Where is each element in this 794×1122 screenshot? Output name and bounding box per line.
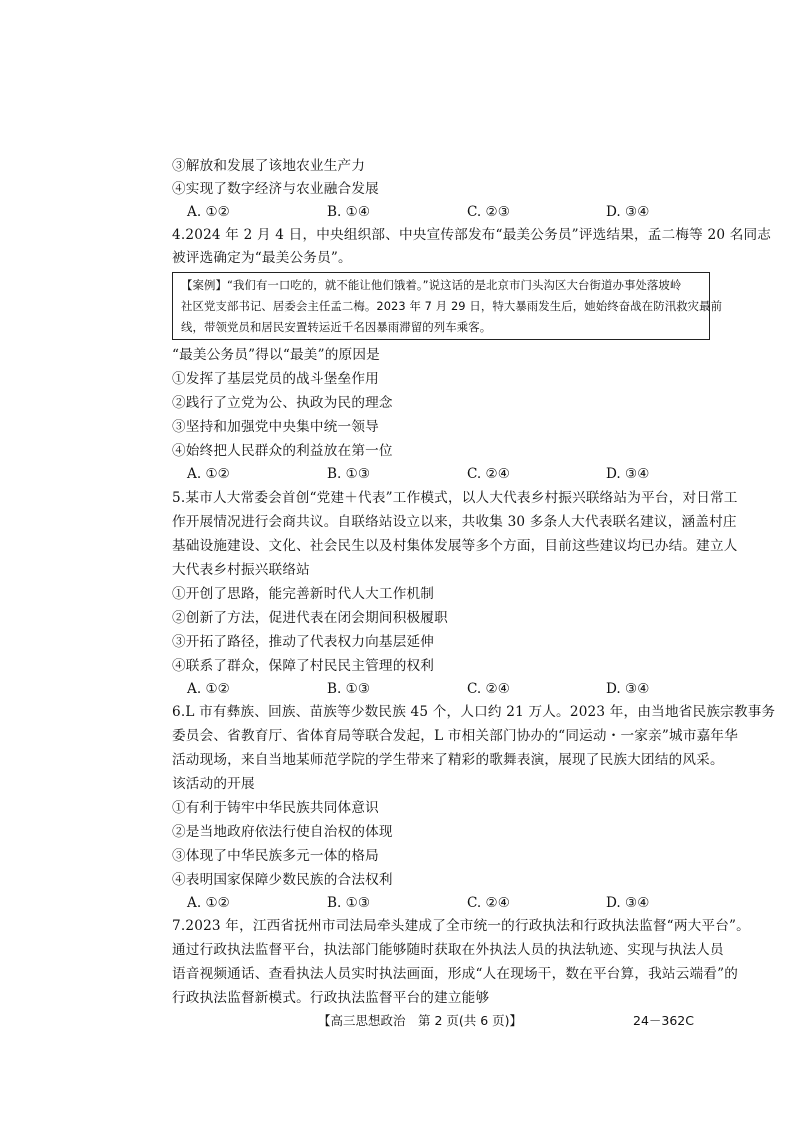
option-d: D. ③④ xyxy=(606,466,650,482)
case-line-2: 社区党支部书记、居委会主任孟二梅。2023 年 7 月 29 日，特大暴雨发生后，她始终奋战在防汛救灾最前 xyxy=(181,299,723,313)
q5-item-3: ③开拓了路径，推动了代表权力向基层延伸 xyxy=(172,634,435,650)
q6-stem-line-3: 活动现场，来自当地某师范学院的学生带来了精彩的歌舞表演，展现了民族大团结的风采。 xyxy=(172,752,724,768)
q7-stem-line-1: 7.2023 年，江西省抚州市司法局牵头建成了全市统一的行政执法和行政执法监督“两大平台”。 xyxy=(172,918,750,934)
q7-stem-line-2: 通过行政执法监督平台，执法部门能够随时获取在外执法人员的执法轨迹、实现与执法人员 xyxy=(172,942,724,958)
q6-stem-line-1: 6.L 市有彝族、回族、苗族等少数民族 45 个，人口约 21 万人。2023 年，由当地省民族宗教事务 xyxy=(172,704,776,720)
option-b: B. ①③ xyxy=(327,895,371,911)
q5-stem-line-3: 基础设施建设、文化、社会民生以及村集体发展等多个方面，目前这些建议均已办结。建立人 xyxy=(172,538,738,554)
option-d: D. ③④ xyxy=(606,895,650,911)
q5-item-2: ②创新了方法，促进代表在闭会期间积极履职 xyxy=(172,610,448,626)
option-a: A. ①② xyxy=(187,466,230,482)
option-c: C. ②③ xyxy=(467,204,510,220)
q4-stem-line-2: 被评选确定为“最美公务员”。 xyxy=(172,250,352,266)
case-line-1: 【案例】“我们有一口吃的，就不能让他们饿着。”说这话的是北京市门头沟区大台街道办事处落坡岭 xyxy=(181,278,682,292)
q6-item-3: ③体现了中华民族多元一体的格局 xyxy=(172,848,379,864)
q3-item-4: ④实现了数字经济与农业融合发展 xyxy=(172,181,379,197)
q5-item-4: ④联系了群众，保障了村民民主管理的权利 xyxy=(172,658,435,674)
page-footer-code: 24－362C xyxy=(633,1013,694,1028)
q4-item-1: ①发挥了基层党员的战斗堡垒作用 xyxy=(172,371,379,387)
q6-item-1: ①有利于铸牢中华民族共同体意识 xyxy=(172,800,379,816)
option-b: B. ①③ xyxy=(327,466,371,482)
q6-stem-line-4: 该活动的开展 xyxy=(172,776,255,792)
q4-stem-line-1: 4.2024 年 2 月 4 日，中央组织部、中央宣传部发布“最美公务员”评选结果，孟二梅等 20 名同志 xyxy=(172,227,772,243)
option-a: A. ①② xyxy=(187,204,230,220)
option-b: B. ①③ xyxy=(327,681,371,697)
q6-stem-line-2: 委员会、省教育厅、省体育局等联合发起，L 市相关部门协办的“同运动・一家亲”城市嘉年华 xyxy=(172,728,739,744)
option-b: B. ①④ xyxy=(327,204,371,220)
q5-stem-line-4: 大代表乡村振兴联络站 xyxy=(172,562,310,578)
q6-item-2: ②是当地政府依法行使自治权的体现 xyxy=(172,824,393,840)
option-a: A. ①② xyxy=(187,895,230,911)
q5-stem-line-1: 5.某市人大常委会首创“党建＋代表”工作模式，以人大代表乡村振兴联络站为平台，对日常工 xyxy=(172,490,738,506)
q7-stem-line-3: 语音视频通话、查看执法人员实时执法画面，形成“人在现场干，数在平台算，我站云端看”的 xyxy=(172,966,739,982)
option-d: D. ③④ xyxy=(606,681,650,697)
q7-stem-line-4: 行政执法监督新模式。行政执法监督平台的建立能够 xyxy=(172,990,490,1006)
q4-item-3: ③坚持和加强党中央集中统一领导 xyxy=(172,419,379,435)
q5-item-1: ①开创了思路，能完善新时代人大工作机制 xyxy=(172,586,435,602)
q4-item-2: ②践行了立党为公、执政为民的理念 xyxy=(172,395,393,411)
option-c: C. ②④ xyxy=(467,681,510,697)
option-a: A. ①② xyxy=(187,681,230,697)
q5-stem-line-2: 作开展情况进行会商共议。自联络站设立以来，共收集 30 多条人大代表联名建议，涵盖村庄 xyxy=(172,514,737,530)
q4-question: “最美公务员”得以“最美”的原因是 xyxy=(172,347,380,363)
q3-item-3: ③解放和发展了该地农业生产力 xyxy=(172,158,366,174)
q3-options xyxy=(187,203,747,221)
option-d: D. ③④ xyxy=(606,204,650,220)
page-footer-title: 【高三思想政治 第 2 页(共 6 页)】 xyxy=(318,1013,523,1028)
q6-item-4: ④表明国家保障少数民族的合法权利 xyxy=(172,872,393,888)
q4-item-4: ④始终把人民群众的利益放在第一位 xyxy=(172,443,393,459)
q5-options xyxy=(187,680,747,698)
q4-options xyxy=(187,465,747,483)
q6-options xyxy=(187,894,747,912)
case-line-3: 线，带领党员和居民安置转运近千名因暴雨滞留的列车乘客。 xyxy=(181,320,492,334)
option-c: C. ②④ xyxy=(467,895,510,911)
case-box xyxy=(172,272,723,340)
option-c: C. ②④ xyxy=(467,466,510,482)
